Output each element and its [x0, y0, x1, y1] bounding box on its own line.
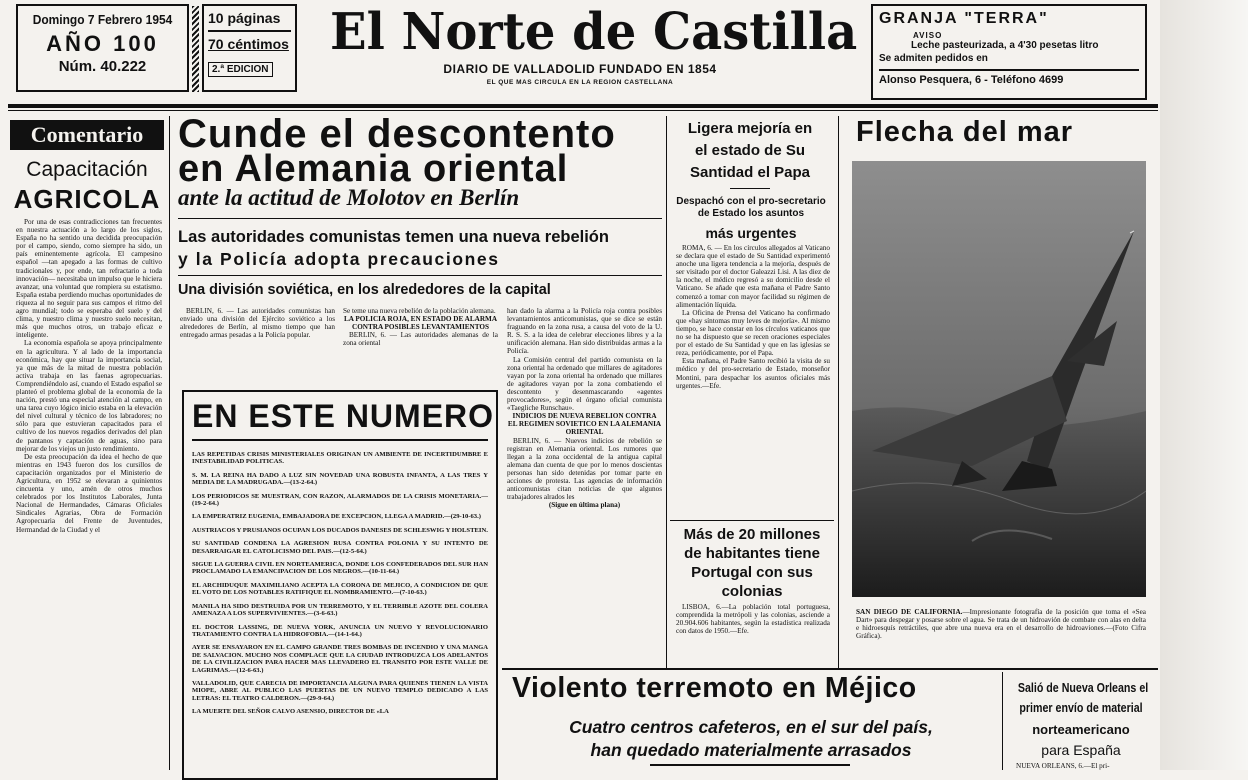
sea-dart-photo — [852, 161, 1146, 597]
issue-year: AÑO 100 — [46, 31, 159, 56]
newspaper-title: El Norte de Castilla — [330, 2, 858, 62]
index-item: AYER SE ENSAYARON EN EL CAMPO GRANDE TRES BOMBAS DE INCENDIO Y UNA MANGA DE SALVACION. MUCHO NOS COMPLACE QUE LA CIUDAD INTRODUZCA LOS ADELANTOS DE LA CIVILIZACION PARA HACER MAS LLEVADERO EL TRANSITO POR ESTE VALLE DE LAGRIMAS.—(12-6-63.) — [192, 644, 488, 674]
main-deck-1: Las autoridades comunistas temen una nueva rebelión — [178, 228, 609, 246]
ad-line-3: Alonso Pesquera, 6 - Teléfono 4699 — [879, 74, 1064, 86]
papa-paragraph-1: ROMA, 6. — En los círculos allegados al Vaticano se declara que el estado de Su Santidad experimentó anoche una ligera tendencia a la mejoría, después de ser visitado por el doctor Galeazzi Lisi. A las diez de la noche, el médico regresó a su domicilio desde el Vaticano. Se añade que esta mañana el Padre Santo comenzó a tomar con mayor facilidad su régimen de alimentación líquida. — [676, 244, 830, 309]
ad-aviso: AVISO — [913, 31, 943, 40]
hatch-divider — [192, 6, 199, 92]
comentario-body — [16, 218, 162, 770]
flecha-title: Flecha del mar — [856, 116, 1074, 148]
orleans-head-3: norteamericano — [1032, 722, 1130, 737]
main-headline-1: Cunde el descontento — [178, 112, 616, 156]
orleans-body — [1010, 762, 1154, 770]
portugal-head-1: Más de 20 millones — [683, 526, 821, 543]
index-item: EL ARCHIDUQUE MAXIMILIANO ACEPTA LA CORONA DE MEJICO, A CONDICION DE QUE EL VOTO DE LOS NOTABLES RATIFIQUE EL NOMBRAMIENTO.—(7-10-63.) — [192, 581, 488, 597]
portugal-head-3: Portugal con sus — [691, 564, 813, 581]
papa-deck-2: más urgentes — [705, 225, 797, 241]
main-deck-2: y la Policía adopta precauciones — [178, 249, 500, 269]
index-item: AUSTRIACOS Y PRUSIANOS OCUPAN LOS DUCADOS DANESES DE SCHLESWIG Y HOLSTEIN. — [192, 526, 488, 534]
terremoto-headline: Violento terremoto en Méjico — [512, 672, 917, 704]
main-col-3-continued: (Sigue en última plana) — [548, 501, 621, 510]
main-col-3 — [507, 307, 662, 663]
index-item: MANILA HA SIDO DESTRUIDA POR UN TERREMOTO, Y EL TERRIBLE AZOTE DEL COLERA AMENAZA A LOS SUPERVIVIENTES.—(3-6-63.) — [192, 602, 488, 618]
granja-terra-ad — [871, 4, 1147, 100]
page-count: 10 páginas — [208, 10, 281, 26]
page-edge-shadow — [1160, 0, 1248, 770]
portugal-body — [676, 603, 830, 659]
orleans-paragraph: NUEVA ORLEANS, 6.—El pri- — [1016, 762, 1110, 770]
papa-head-1: Ligera mejoría en — [687, 120, 813, 137]
orleans-head-1: Salió de Nueva Orleans el — [1017, 680, 1149, 695]
main-col-3-p3: BERLIN, 6. — Nuevos indicios de rebelión se registran en Alemania oriental. Los rumores que llegan a la zona occidental de la antigua capital alemana dan cuenta de que por lo menos doscientas personas han sido detenidas por tomar parte en acciones de protesta. Las agencias de información anticomunistas citan noticias de que algunos trabajadores alrados les — [507, 436, 662, 502]
price-box — [202, 4, 297, 92]
newspaper-tagline: EL QUE MAS CIRCULA EN LA REGION CASTELLANA — [486, 79, 674, 86]
main-col-2-subhead: LA POLICIA ROJA, EN ESTADO DE ALARMA CONTRA POSIBLES LEVANTAMIENTOS — [343, 315, 498, 332]
orleans-head-4: para España — [1041, 742, 1121, 758]
comentario-paragraph-2: La economía española se apoya principalmente en la agricultura. Y al lado de la importancia económica, hay que situar la importancia social, ya que más de la mitad de nuestra población activa trabaja en las faenas agropecuarias. Comprendiéndolo así, cuando el Estado español se planteó el problema global de la economía de la nación, prestó una especial atención al campo, en una tarea cuyo lógico inicio estaba en la elevación del nivel cultural y técnico de los labradores; no sólo para que estuvieran capacitados para el cultivo de los nuevos regadíos derivados del plan de pantanos y captación de aguas, sino para mejorar de los viejos un justo rendimiento. — [16, 339, 162, 453]
column-rule-1 — [169, 116, 170, 770]
main-col-3-p2: La Comisión central del partido comunista en la zona oriental ha ordenado que millares de agitadores vayan por la zona oriental ha ordenado que millares de agitadores vayan por la zona combatiendo el descontento y desenmascarando «agentes provocadores», según el órgano oficial comunista «Taegliche Runschau». — [507, 355, 662, 413]
portugal-head-2: de habitantes tiene — [684, 545, 820, 562]
masthead-rule — [8, 104, 1158, 108]
column-rule-2 — [666, 116, 667, 670]
flecha-caption-text: —Impresionante fotografía de la posición que toma el «Sea Dart» para despegar y posarse sobre el agua. Se trata de un hidroavión de combate con alas en delta e hidroesquís retráctiles, que abre una nueva era en el desarrollo de hidroaviones.—(Foto Cifra Gráfica). — [856, 608, 1146, 641]
main-col-2-body: BERLIN, 6. — Las autoridades alemanas de la zona oriental — [343, 331, 498, 348]
terremoto-rule — [650, 764, 850, 766]
comentario-label-text: Comentario — [30, 122, 144, 147]
newspaper-subtitle: DIARIO DE VALLADOLID FUNDADO EN 1854 — [443, 62, 717, 76]
papa-head-3: Santidad el Papa — [689, 164, 811, 181]
papa-deck-1: Despachó con el pro-secretario de Estado los asuntos — [676, 196, 826, 219]
main-deck-3: Una división soviética, en los alrededores de la capital — [178, 282, 551, 298]
terremoto-deck-2: han quedado materialmente arrasados — [590, 740, 912, 760]
comentario-title-2: AGRICOLA — [13, 184, 161, 214]
column-rule-3 — [838, 116, 839, 670]
date-box — [16, 4, 189, 92]
index-item: VALLADOLID, QUE CARECIA DE IMPORTANCIA ALGUNA PARA QUIENES TIENEN LA VISTA MIOPE, ABRE AL PUBLICO LAS PUERTAS DE UN NUEVO TEMPLO DEDICADO A LAS LETRAS: EL TEATRO CALDERON.—(29-9-64.) — [192, 679, 488, 702]
headline-rule — [178, 218, 662, 219]
portugal-paragraph: LISBOA, 6.—La población total portuguesa, comprendida la metrópoli y las colonias, asciende a 20.904.606 habitantes, según la estadística realizada con datos de 1950.—Efe. — [676, 603, 830, 636]
ad-line-1: Leche pasteurizada, a 4'30 pesetas litro — [911, 40, 1099, 51]
papa-body — [676, 244, 830, 516]
flecha-caption — [856, 608, 1146, 662]
comentario-paragraph-3: De esta preocupación da idea el hecho de que mientras en 1943 fueron dos los cursillos de capacitación organizados por el Ministerio de Agricultura, en 1952 se elevaran a quinientos cincuenta y uno, amén de otros muchos celebrados por los Institutos Laborales, Junta Nacional de Hermandades, Cámaras Oficiales Sindicales Agrarias, Obra de Formación Agropecuaria del Frente de Juventudes, Hermandad de la Ciudad y el — [16, 452, 162, 534]
comentario-paragraph-1: Por una de esas contradicciones tan frecuentes en nuestra actuación a lo largo de los siglos, España no ha sentido una decidida preocupación por el campo, siendo, como siempre ha sido, un país eminentemente agrícola. El campesino español —tan apegado a las formas de cultivo tradicionales y, por ende, tan refractario a toda innovación— necesitaba un impulso que le hiciera avanzar, una voluntad que rompiera su estatismo. España estaba perdiendo muchas oportunidades de riqueza al no seguir para sus campos el ritmo del agro mundial; todo se esperaba del suelo y del clima, y nuestro clima y nuestro suelo necesitan, más que muchos otros, un trabajo eficaz e inteligente. — [16, 218, 162, 340]
comentario-title-1: Capacitación — [26, 158, 148, 181]
portugal-head-4: colonias — [721, 583, 783, 600]
index-item: LAS REPETIDAS CRISIS MINISTERIALES ORIGINAN UN AMBIENTE DE INCERTIDUMBRE E INESTABILIDAD POLITICAS. — [192, 451, 488, 466]
masthead-rule-thin — [8, 110, 1158, 111]
index-item: SIGUE LA GUERRA CIVIL EN NORTEAMERICA, DONDE LOS CONFEDERADOS DEL SUR HAN PROCLAMADO LA EMANCIPACION DE LOS NEGROS.—(10-11-64.) — [192, 561, 488, 576]
index-item: LA MUERTE DEL SEÑOR CALVO ASENSIO, DIRECTOR DE «LA — [192, 708, 389, 716]
papa-paragraph-2: La Oficina de Prensa del Vaticano ha confirmado que «hay síntomas muy leves de mejoría». Al mismo tiempo, se hace constar en los círculos vaticanos que no se ha dispuesto que se recen oraciones especiales por el estado de Su Santidad y que en las iglesias se reza, periódicamente, por el Papa. — [676, 308, 830, 358]
ad-title: GRANJA "TERRA" — [879, 10, 1049, 27]
main-col-1-text: BERLIN, 6. — Las autoridades comunistas han enviado una división del Ejército soviético a los alrededores de Berlín, al mismo tiempo que han entregado armas pesadas a la Policía popular. — [180, 307, 335, 340]
orleans-head-2: primer envío de material — [1019, 700, 1143, 715]
deck-rule — [178, 275, 662, 276]
main-headline-3: ante la actitud de Molotov en Berlín — [178, 185, 520, 210]
papa-bottom-rule — [670, 520, 834, 521]
index-list — [192, 451, 488, 716]
main-col-2 — [343, 307, 498, 379]
papa-head-2: el estado de Su — [694, 142, 806, 159]
flecha-caption-lead: SAN DIEGO DE CALIFORNIA. — [856, 608, 963, 616]
issue-date: Domingo 7 Febrero 1954 — [32, 12, 173, 27]
main-col-1 — [180, 307, 335, 379]
papa-rule — [730, 188, 770, 189]
main-col-3-p1: han dado la alarma a la Policía roja contra posibles levantamientos anticomunistas, que se dice se están fraguando en la zona rusa, a causa del voto de la U. R. S. S. a la idea de celebrar elecciones libres y a la unificación alemana. Han sido distribuidas armas a la Policía. — [507, 307, 662, 356]
column-rule-4 — [1002, 672, 1003, 770]
index-item: EL DOCTOR LASSING, DE NUEVA YORK, ANUNCIA UN NUEVO Y REVOLUCIONARIO TRATAMIENTO CONTRA LA HIDROFOBIA.—(14-1-64.) — [192, 623, 488, 638]
lower-rule — [502, 668, 1158, 670]
terremoto-deck-1: Cuatro centros cafeteros, en el sur del país, — [569, 717, 933, 737]
index-item: LOS PERIODICOS SE MUESTRAN, CON RAZON, ALARMADOS DE LA CRISIS MONETARIA.—(19-2-64.) — [192, 492, 488, 508]
main-col-2-lead: Se teme una nueva rebelión de la población alemana. — [343, 307, 496, 315]
seaplane-image — [852, 161, 1146, 597]
index-item: S. M. LA REINA HA DADO A LUZ SIN NOVEDAD UNA ROBUSTA INFANTA, A LAS TRES Y MEDIA DE LA MADRUGADA.—(13-2-64.) — [192, 471, 488, 487]
issue-number: Núm. 40.222 — [58, 58, 147, 75]
main-headline-2: en Alemania oriental — [178, 148, 569, 190]
comentario-label — [10, 120, 164, 150]
index-item: SU SANTIDAD CONDENA LA AGRESION RUSA CONTRA POLONIA Y SU INTENTO DE DESARRAIGAR EL CATOLICISMO DEL PAIS.—(12-5-64.) — [192, 540, 488, 555]
edition: 2.ª EDICION — [208, 62, 273, 77]
index-box — [182, 390, 498, 780]
papa-paragraph-3: Esta mañana, el Padre Santo recibió la visita de su médico y del pro-secretario de Estado, monseñor Montini, para despachar los asuntos oficiales más urgentes.—Efe. — [676, 357, 830, 390]
ad-line-2: Se admiten pedidos en — [879, 53, 988, 64]
index-title: EN ESTE NUMERO — [192, 398, 495, 434]
main-col-3-subhead: INDICIOS DE NUEVA REBELION CONTRA EL REGIMEN SOVIETICO EN LA ALEMANIA ORIENTAL — [507, 412, 662, 437]
price: 70 céntimos — [208, 36, 289, 52]
index-item: LA EMPERATRIZ EUGENIA, EMBAJADORA DE EXCEPCION, LLEGA A MADRID.—(29-10-63.) — [192, 513, 481, 521]
